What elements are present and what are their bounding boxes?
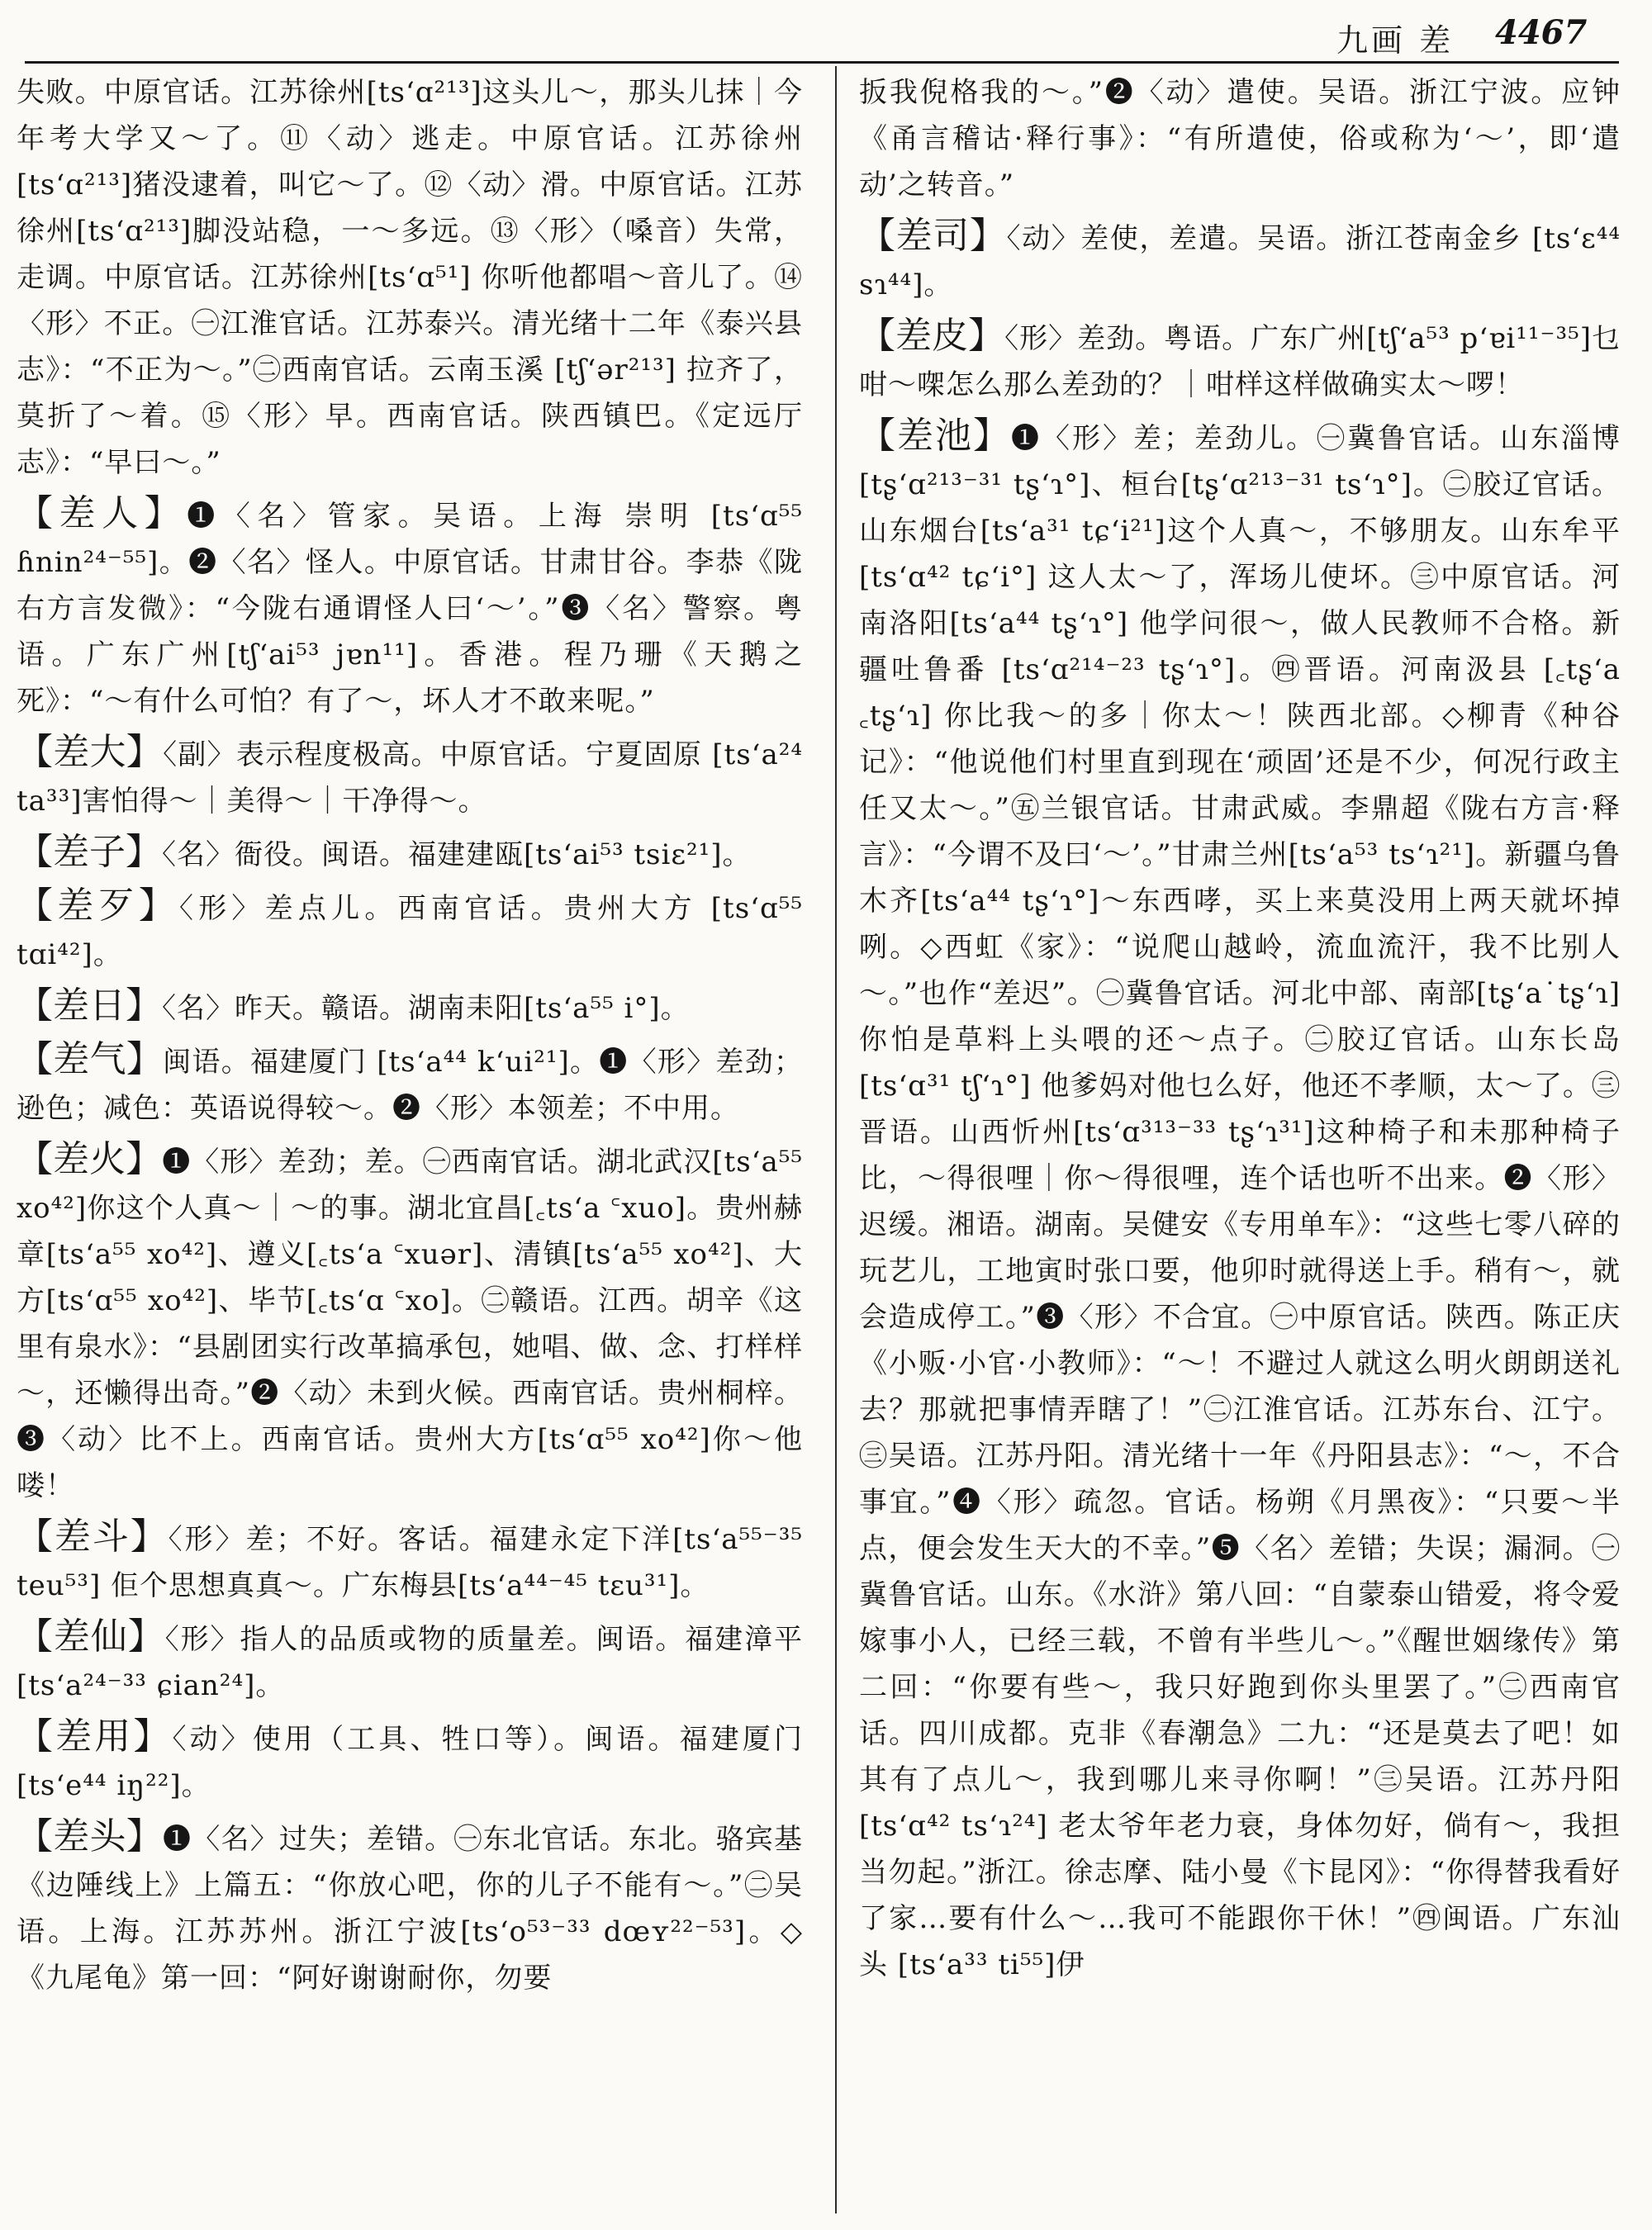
entry-headword: 【差大】 bbox=[17, 731, 164, 773]
entry-text: 〈形〉差；不好。客话。福建永定下洋[tsʻa⁵⁵⁻³⁵ teu⁵³] 佢个思想真真～。广东梅县[tsʻa⁴⁴⁻⁴⁵ tɛu³¹]。 bbox=[17, 1523, 803, 1602]
entry-headword: 【差司】 bbox=[859, 215, 1007, 257]
entry-text: 〈名〉衙役。闽语。福建建瓯[tsʻai⁵³ tsiɛ²¹]。 bbox=[162, 838, 752, 871]
column-divider bbox=[835, 66, 837, 2213]
entry-headword: 【差头】 bbox=[17, 1815, 163, 1858]
entry-text: 〈形〉指人的品质或物的质量差。闽语。福建漳平[tsʻa²⁴⁻³³ ɕian²⁴]。 bbox=[17, 1623, 803, 1702]
entry-continuation bbox=[17, 69, 803, 486]
dictionary-entry bbox=[17, 1714, 803, 1809]
entry-headword: 【差日】 bbox=[17, 985, 162, 1027]
dictionary-entry bbox=[17, 1514, 803, 1609]
header-rule bbox=[25, 61, 1619, 64]
entry-headword: 【差子】 bbox=[17, 831, 162, 873]
dictionary-entry bbox=[17, 829, 803, 878]
entry-headword: 【差火】 bbox=[17, 1138, 163, 1180]
entry-headword: 【差皮】 bbox=[859, 315, 1005, 357]
left-column bbox=[17, 69, 803, 2217]
entry-text: 〈副〉表示程度极高。中原官话。宁夏固原 [tsʻa²⁴ ta³³]害怕得～｜美得～｜干净得～。 bbox=[17, 738, 803, 818]
entry-headword: 【差池】 bbox=[859, 415, 1011, 457]
dictionary-entry bbox=[17, 491, 803, 724]
entry-text: ❶〈名〉管家。吴语。上海 崇明 [tsʻɑ⁵⁵ ɦnin²⁴⁻⁵⁵]。❷〈名〉怪人。中原官话。甘肃甘谷。李恭《陇右方言发微》：“今陇右通谓怪人曰‘～’。”❸〈名〉警察。粤语。广东广州[tʃʻai⁵³ jɐn¹¹]。香港。程乃珊《天鹅之死》：“～有什么可怕？有了～，坏人才不敢来呢。” bbox=[17, 500, 803, 718]
running-head-section: 九画 差 bbox=[1336, 22, 1455, 59]
entry-headword: 【差用】 bbox=[17, 1715, 173, 1758]
entry-text: ❶〈名〉过失；差错。㊀东北官话。东北。骆宾基《边陲线上》上篇五：“你放心吧，你的儿子不能有～。”㊁吴语。上海。江苏苏州。浙江宁波[tsʻo⁵³⁻³³ dœʏ²²⁻⁵³]。◇《九尾龟》第一回：“阿好谢谢耐你，勿要 bbox=[17, 1823, 803, 1995]
entry-text: 闽语。福建厦门 [tsʻa⁴⁴ kʻui²¹]。❶〈形〉差劲；逊色；减色：英语说得较～。❷〈形〉本领差；不中用。 bbox=[17, 1046, 803, 1125]
dictionary-entry bbox=[17, 883, 803, 978]
entry-text: 〈名〉昨天。赣语。湖南耒阳[tsʻa⁵⁵ i°]。 bbox=[162, 992, 690, 1025]
dictionary-entry bbox=[17, 983, 803, 1032]
entry-text: ❶〈形〉差劲；差。㊀西南官话。湖北武汉[tsʻa⁵⁵ xo⁴²]你这个人真～｜～的事。湖北宜昌[꜀tsʻa ꜂xuo]。贵州赫章[tsʻa⁵⁵ xo⁴²]、遵义[꜀tsʻa ꜂xuər]、清镇[tsʻa⁵⁵ xo⁴²]、大方[tsʻɑ⁵⁵ xo⁴²]、毕节[꜀tsʻɑ ꜂xo]。㊁赣语。江西。胡辛《这里有泉水》：“县剧团实行改革搞承包，她唱、做、念、打样样～，还懒得出奇。”❷〈动〉未到火候。西南官话。贵州桐梓。❸〈动〉比不上。西南官话。贵州大方[tsʻɑ⁵⁵ xo⁴²]你～他喽！ bbox=[17, 1146, 803, 1502]
dictionary-entry bbox=[859, 413, 1621, 1988]
entry-continuation bbox=[859, 69, 1621, 208]
entry-text: 〈形〉差点儿。西南官话。贵州大方 [tsʻɑ⁵⁵ tɑi⁴²]。 bbox=[17, 892, 803, 971]
entry-text: 〈动〉差使，差遣。吴语。浙江苍南金乡 [tsʻɛ⁴⁴ sɿ⁴⁴]。 bbox=[859, 222, 1621, 301]
page-number: 4467 bbox=[1495, 13, 1588, 52]
dictionary-entry bbox=[17, 1614, 803, 1709]
entry-headword: 【差气】 bbox=[17, 1038, 164, 1080]
dictionary-entry bbox=[859, 313, 1621, 408]
entry-text: 〈形〉差劲。粤语。广东广州[tʃʻa⁵³ pʻɐi¹¹⁻³⁵]乜咁～㗎怎么那么差劲的？｜咁样这样做确实太～啰！ bbox=[859, 322, 1621, 401]
right-column bbox=[859, 69, 1621, 2217]
entry-headword: 【差歹】 bbox=[17, 885, 179, 927]
dictionary-entry bbox=[17, 1814, 803, 2001]
dictionary-entry bbox=[17, 1037, 803, 1132]
dictionary-entry bbox=[859, 213, 1621, 308]
entry-headword: 【差人】 bbox=[17, 492, 188, 534]
dictionary-entry bbox=[17, 1136, 803, 1509]
dictionary-entry bbox=[17, 729, 803, 824]
entry-text: 失败。中原官话。江苏徐州[tsʻɑ²¹³]这头儿～，那头儿抹｜今年考大学又～了。⑪〈动〉逃走。中原官话。江苏徐州[tsʻɑ²¹³]猪没逮着，叫它～了。⑫〈动〉滑。中原官话。江苏徐州[tsʻɑ²¹³]脚没站稳，一～多远。⑬〈形〉（嗓音）失常，走调。中原官话。江苏徐州[tsʻɑ⁵¹] 你听他都唱～音儿了。⑭〈形〉不正。㊀江淮官话。江苏泰兴。清光绪十二年《泰兴县志》：“不正为～。”㊁西南官话。云南玉溪 [tʃʻər²¹³] 拉齐了，莫折了～着。⑮〈形〉早。西南官话。陕西镇巴。《定远厅志》：“早曰～。” bbox=[17, 76, 803, 479]
entry-text: 〈动〉使用（工具、牲口等）。闽语。福建厦门 [tsʻe⁴⁴ iŋ²²]。 bbox=[17, 1723, 803, 1802]
entry-text: 扳我倪格我的～。”❷〈动〉遣使。吴语。浙江宁波。应钟《甬言稽诂·释行事》：“有所遣使，俗或称为‘～’，即‘遣动’之转音。” bbox=[859, 76, 1621, 202]
entry-headword: 【差仙】 bbox=[17, 1616, 165, 1658]
page-header bbox=[0, 0, 1652, 66]
entry-text: ❶〈形〉差；差劲儿。㊀冀鲁官话。山东淄博[tʂʻɑ²¹³⁻³¹ tʂʻɿ°]、桓台[tʂʻɑ²¹³⁻³¹ tsʻɿ°]。㊁胶辽官话。山东烟台[tsʻa³¹ tɕʻi²¹]这个人真～，不够朋友。山东牟平[tsʻɑ⁴² tɕʻi°] 这人太～了，浑场儿使坏。㊂中原官话。河南洛阳[tsʻa⁴⁴ tʂʻɿ°] 他学问很～，做人民教师不合格。新疆吐鲁番 [tsʻɑ²¹⁴⁻²³ tʂʻɿ°]。㊃晋语。河南汲县 [꜀tʂʻa ꜀tʂʻɿ] 你比我～的多｜你太～！陕西北部。◇柳青《种谷记》：“他说他们村里直到现在‘顽固’还是不少，何况行政主任又太～。”㊄兰银官话。甘肃武威。李鼎超《陇右方言·释言》：“今谓不及曰‘～’。”甘肃兰州[tsʻa⁵³ tsʻɿ²¹]。新疆乌鲁木齐[tsʻa⁴⁴ tʂʻɿ°]～东西哮，买上来莫没用上两天就坏掉咧。◇西虹《家》：“说爬山越岭，流血流汗，我不比别人～。”也作“差迟”。㊀冀鲁官话。河北中部、南部[tʂʻa˙tʂʻɿ]你怕是草料上头喂的还～点子。㊁胶辽官话。山东长岛[tsʻɑ³¹ tʃʻɿ°] 他爹妈对他乜么好，他还不孝顺，太～了。㊂晋语。山西忻州[tsʻɑ³¹³⁻³³ tʂʻɿ³¹]这种椅子和未那种椅子比，～得很哩｜你～得很哩，连个话也听不出来。❷〈形〉迟缓。湘语。湖南。吴健安《专用单车》：“这些七零八碎的玩艺儿，工地寅时张口要，他卯时就得送上手。稍有～，就会造成停工。”❸〈形〉不合宜。㊀中原官话。陕西。陈正庆《小贩·小官·小教师》：“～！不避过人就这么明火朗朗送礼去？那就把事情弄瞎了！”㊁江淮官话。江苏东台、江宁。㊂吴语。江苏丹阳。清光绪十一年《丹阳县志》：“～，不合事宜。”❹〈形〉疏忽。官话。杨朔《月黑夜》：“只要～半点，便会发生天大的不幸。”❺〈名〉差错；失误；漏洞。㊀冀鲁官话。山东。《水浒》第八回：“自蒙泰山错爱，将令爱嫁事小人，已经三载，不曾有半些儿～。”《醒世姻缘传》第二回：“你要有些～，我只好跑到你头里罢了。”㊁西南官话。四川成都。克非《春潮急》二九：“还是莫去了吧！如其有了点儿～，我到哪儿来寻你啊！”㊂吴语。江苏丹阳[tsʻɑ⁴² tsʻɿ²⁴] 老太爷年老力衰，身体勿好，倘有～，我担当勿起。”浙江。徐志摩、陆小曼《卞昆冈》：“你得替我看好了家…要有什么～…我可不能跟你干休！”㊃闽语。广东汕头 [tsʻa³³ ti⁵⁵]伊 bbox=[859, 422, 1621, 1981]
entry-headword: 【差斗】 bbox=[17, 1516, 169, 1558]
